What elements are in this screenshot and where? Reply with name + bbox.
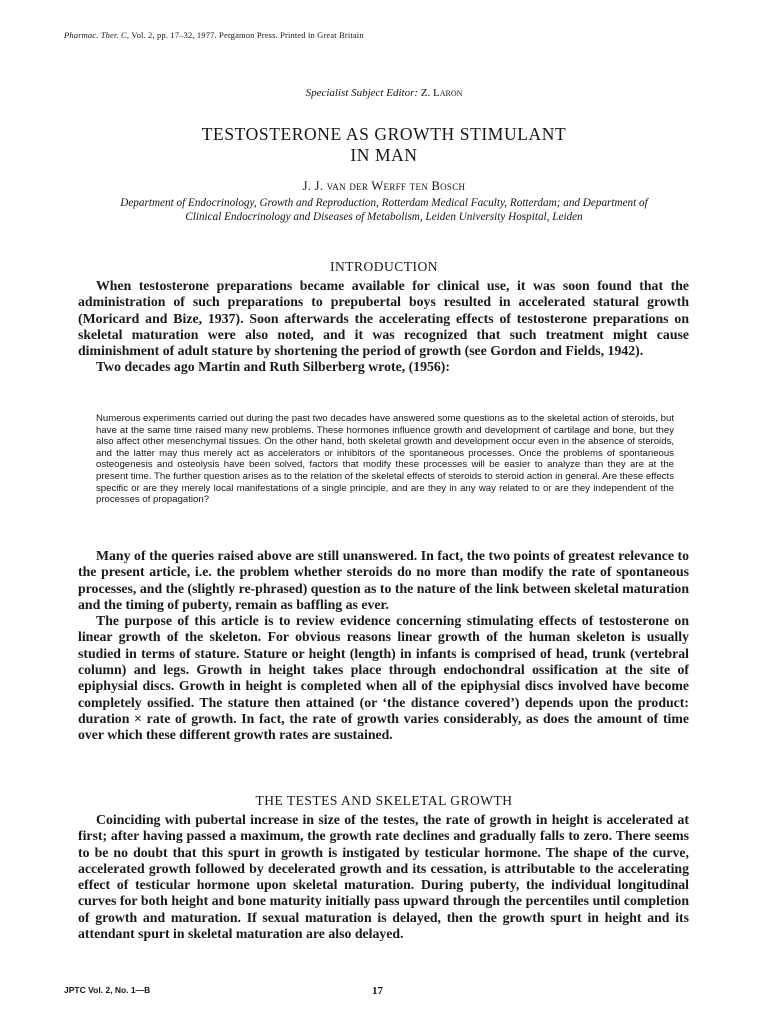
paragraph: When testosterone preparations became available for clinical use, it was soon found that the administration of such preparations to prepubertal boys resulted in accelerated statural growth (Moricard and Bize, 1937). Soon afterwards the accelerating effects of testosterone preparations on skeletal maturation were also noted, and it was recognized that such treatment might cause diminishment of adult stature by shortening the period of growth (see Gordon and Fields, 1942). <box>78 278 689 359</box>
footer-journal-code: JPTC Vol. 2, No. 1—B <box>64 985 151 995</box>
article-title <box>0 124 768 166</box>
title-line-2: IN MAN <box>350 145 418 165</box>
journal-details: Vol. 2, pp. 17–32, 1977. Pergamon Press. Printed in Great Britain <box>131 30 364 40</box>
paragraph: Coinciding with pubertal increase in size of the testes, the rate of growth in height is accelerated at first; after having passed a maximum, the growth rate declines and gradually falls to zero. There seems to be no doubt that this spurt in growth is instigated by testicular hormone. The shape of the curve, accelerated growth followed by decelerated growth and its cessation, is attributable to the accelerating effect of testicular hormone upon skeletal maturation. During puberty, the individual longitudinal curves for both height and bone maturity initially pass upward through the percentiles until completion of growth and maturation. If sexual maturation is delayed, then the growth spurt in height and its attendant spurt in skeletal maturation are also delayed. <box>78 812 689 942</box>
page-number: 17 <box>372 985 383 997</box>
editor-name: Z. Laron <box>420 87 463 99</box>
section-heading-testes: THE TESTES AND SKELETAL GROWTH <box>255 793 513 808</box>
journal-name: Pharmac. Ther. C, <box>64 30 130 40</box>
introduction-text <box>78 278 689 376</box>
title-line-1: TESTOSTERONE AS GROWTH STIMULANT <box>201 124 567 144</box>
section-heading-introduction: INTRODUCTION <box>330 259 438 274</box>
block-quote: Numerous experiments carried out during the past two decades have answered some questions as to the skeletal action of steroids, but have at the same time raised many new problems. These hormones influence growth and development of cartilage and bone, but they also affect other mesenchymal tissues. On the other hand, both skeletal growth and development occur even in the absence of steroids, and the latter may thus merely act as accelerators or inhibitors of the spontaneous processes. Once the problems of spontaneous osteogenesis and osteolysis have been solved, factors that modify these processes will be easier to analyze than they are at the present time. The further question arises as to the relation of the skeletal effects of steroids to steroid action in general. Are these effects specific or are they merely local manifestations of a single principle, and are they in any way related to or are they independent of the processes of propagation? <box>96 413 674 506</box>
testes-section-text <box>78 812 689 942</box>
author-affiliation: Department of Endocrinology, Growth and Reproduction, Rotterdam Medical Faculty, Rotterdam; and Department of Clinical Endocrinology and Diseases of Metabolism, Leiden University Hospital, Leiden <box>120 197 648 223</box>
editor-line <box>0 87 768 99</box>
paragraph: The purpose of this article is to review evidence concerning stimulating effects of testosterone on linear growth of the skeleton. For obvious reasons linear growth of the human skeleton is usually studied in terms of stature. Stature or height (length) in infants is comprised of head, trunk (vertebral column) and legs. Growth in height takes place through endochondral ossification at the site of epiphysial discs. Growth in height is completed when all of the epiphysial discs involved have become completely ossified. The stature then attained (or ‘the distance covered’) depends upon the product: duration × rate of growth. In fact, the rate of growth varies considerably, as does the amount of time over which these different growth rates are sustained. <box>78 613 689 743</box>
journal-citation <box>64 30 364 40</box>
editor-label: Specialist Subject Editor: <box>305 87 419 99</box>
paragraph: Many of the queries raised above are still unanswered. In fact, the two points of greatest relevance to the present article, i.e. the problem whether steroids do no more than modify the rate of spontaneous processes, and the (slightly re-phrased) question as to the nature of the link between skeletal maturation and the timing of puberty, remain as baffling as ever. <box>78 548 689 612</box>
author-name: J. J. van der Werff ten Bosch <box>302 179 466 193</box>
paragraph: Two decades ago Martin and Ruth Silberberg wrote, (1956): <box>96 359 450 375</box>
introduction-continued-text <box>78 548 689 744</box>
